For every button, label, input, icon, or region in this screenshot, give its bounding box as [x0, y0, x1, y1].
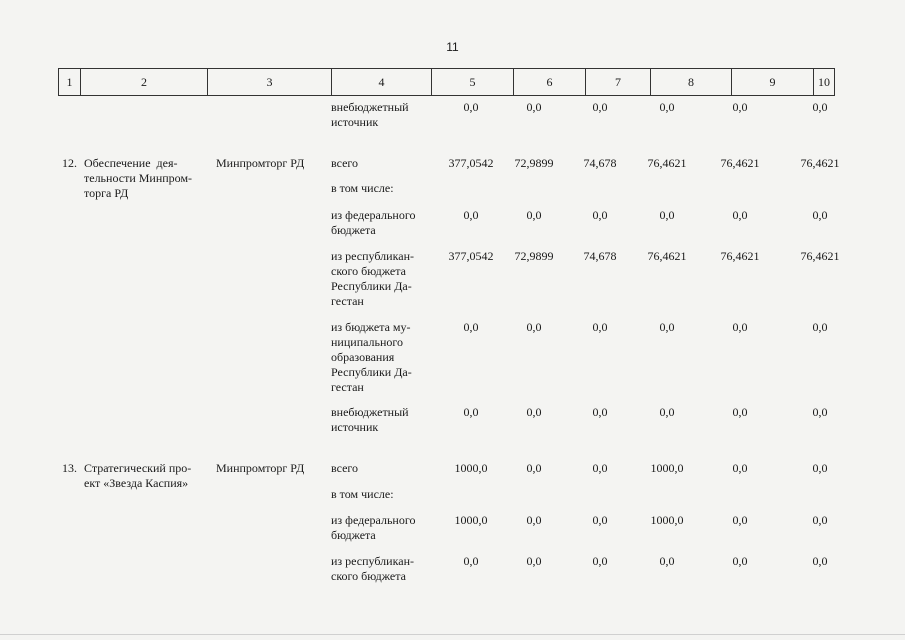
table-header-row: [58, 68, 835, 96]
value-col-10: 0,0: [812, 513, 828, 527]
funding-source-label: внебюджетный источник: [331, 100, 409, 129]
header-col-1: 1: [58, 69, 80, 95]
header-col-10: 10: [813, 69, 835, 95]
value-col-6: 0,0: [526, 208, 542, 222]
value-col-5: 0,0: [463, 405, 479, 419]
value-col-5: 1000,0: [454, 513, 488, 527]
value-col-7: 74,678: [583, 249, 617, 263]
value-col-8: 76,4621: [647, 249, 687, 263]
value-col-10: 0,0: [812, 320, 828, 334]
value-col-9: 0,0: [732, 405, 748, 419]
value-col-7: 0,0: [592, 554, 608, 568]
value-col-8: 0,0: [659, 405, 675, 419]
value-col-7: 0,0: [592, 461, 608, 475]
funding-source-label: в том числе:: [331, 181, 394, 195]
value-col-9: 0,0: [732, 320, 748, 334]
value-col-5: 377,0542: [448, 249, 494, 263]
value-col-7: 0,0: [592, 320, 608, 334]
value-col-6: 0,0: [526, 554, 542, 568]
value-col-5: 0,0: [463, 554, 479, 568]
row-organization: Минпромторг РД: [216, 461, 305, 475]
value-col-9: 0,0: [732, 100, 748, 114]
value-col-10: 0,0: [812, 554, 828, 568]
value-col-10: 0,0: [812, 100, 828, 114]
row-number: 12.: [62, 156, 77, 170]
value-col-7: 0,0: [592, 100, 608, 114]
row-name: Обеспечение дея- тельности Минпром- торга РД: [84, 156, 193, 200]
value-col-6: 0,0: [526, 461, 542, 475]
header-col-5: 5: [431, 69, 513, 95]
value-col-6: 0,0: [526, 405, 542, 419]
funding-source-label: из республикан- ского бюджета: [331, 554, 414, 583]
value-col-6: 0,0: [526, 320, 542, 334]
value-col-8: 0,0: [659, 320, 675, 334]
value-col-9: 76,4621: [720, 156, 760, 170]
value-col-8: 1000,0: [650, 513, 684, 527]
value-col-8: 0,0: [659, 208, 675, 222]
value-col-8: 1000,0: [650, 461, 684, 475]
value-col-5: 0,0: [463, 320, 479, 334]
value-col-7: 74,678: [583, 156, 617, 170]
funding-source-label: в том числе:: [331, 487, 394, 501]
row-name: Стратегический про- ект «Звезда Каспия»: [84, 461, 192, 490]
row-number: 13.: [62, 461, 77, 475]
value-col-6: 72,9899: [514, 249, 554, 263]
value-col-10: 0,0: [812, 405, 828, 419]
row-organization: Минпромторг РД: [216, 156, 305, 170]
value-col-9: 0,0: [732, 461, 748, 475]
funding-source-label: всего: [331, 461, 359, 475]
page-number: 11: [446, 40, 459, 54]
funding-source-label: из бюджета му- ниципального образования Республики Да- гестан: [331, 320, 412, 394]
value-col-5: 0,0: [463, 208, 479, 222]
header-col-3: 3: [207, 69, 331, 95]
header-col-9: 9: [731, 69, 813, 95]
value-col-10: 76,4621: [800, 156, 840, 170]
value-col-5: 1000,0: [454, 461, 488, 475]
header-col-7: 7: [585, 69, 650, 95]
value-col-6: 0,0: [526, 513, 542, 527]
funding-source-label: из федерального бюджета: [331, 208, 416, 237]
value-col-9: 0,0: [732, 208, 748, 222]
scan-edge: [0, 634, 905, 635]
value-col-10: 0,0: [812, 208, 828, 222]
value-col-7: 0,0: [592, 405, 608, 419]
value-col-7: 0,0: [592, 513, 608, 527]
value-col-6: 72,9899: [514, 156, 554, 170]
funding-source-label: из республикан- ского бюджета Республики Да- гестан: [331, 249, 414, 308]
header-col-4: 4: [331, 69, 431, 95]
value-col-10: 76,4621: [800, 249, 840, 263]
value-col-8: 0,0: [659, 554, 675, 568]
funding-source-label: внебюджетный источник: [331, 405, 409, 434]
value-col-8: 76,4621: [647, 156, 687, 170]
value-col-9: 76,4621: [720, 249, 760, 263]
funding-source-label: из федерального бюджета: [331, 513, 416, 542]
header-col-2: 2: [80, 69, 207, 95]
value-col-5: 0,0: [463, 100, 479, 114]
header-col-6: 6: [513, 69, 585, 95]
funding-source-label: всего: [331, 156, 359, 170]
value-col-10: 0,0: [812, 461, 828, 475]
value-col-7: 0,0: [592, 208, 608, 222]
value-col-5: 377,0542: [448, 156, 494, 170]
value-col-8: 0,0: [659, 100, 675, 114]
value-col-6: 0,0: [526, 100, 542, 114]
value-col-9: 0,0: [732, 554, 748, 568]
value-col-9: 0,0: [732, 513, 748, 527]
header-col-8: 8: [650, 69, 731, 95]
